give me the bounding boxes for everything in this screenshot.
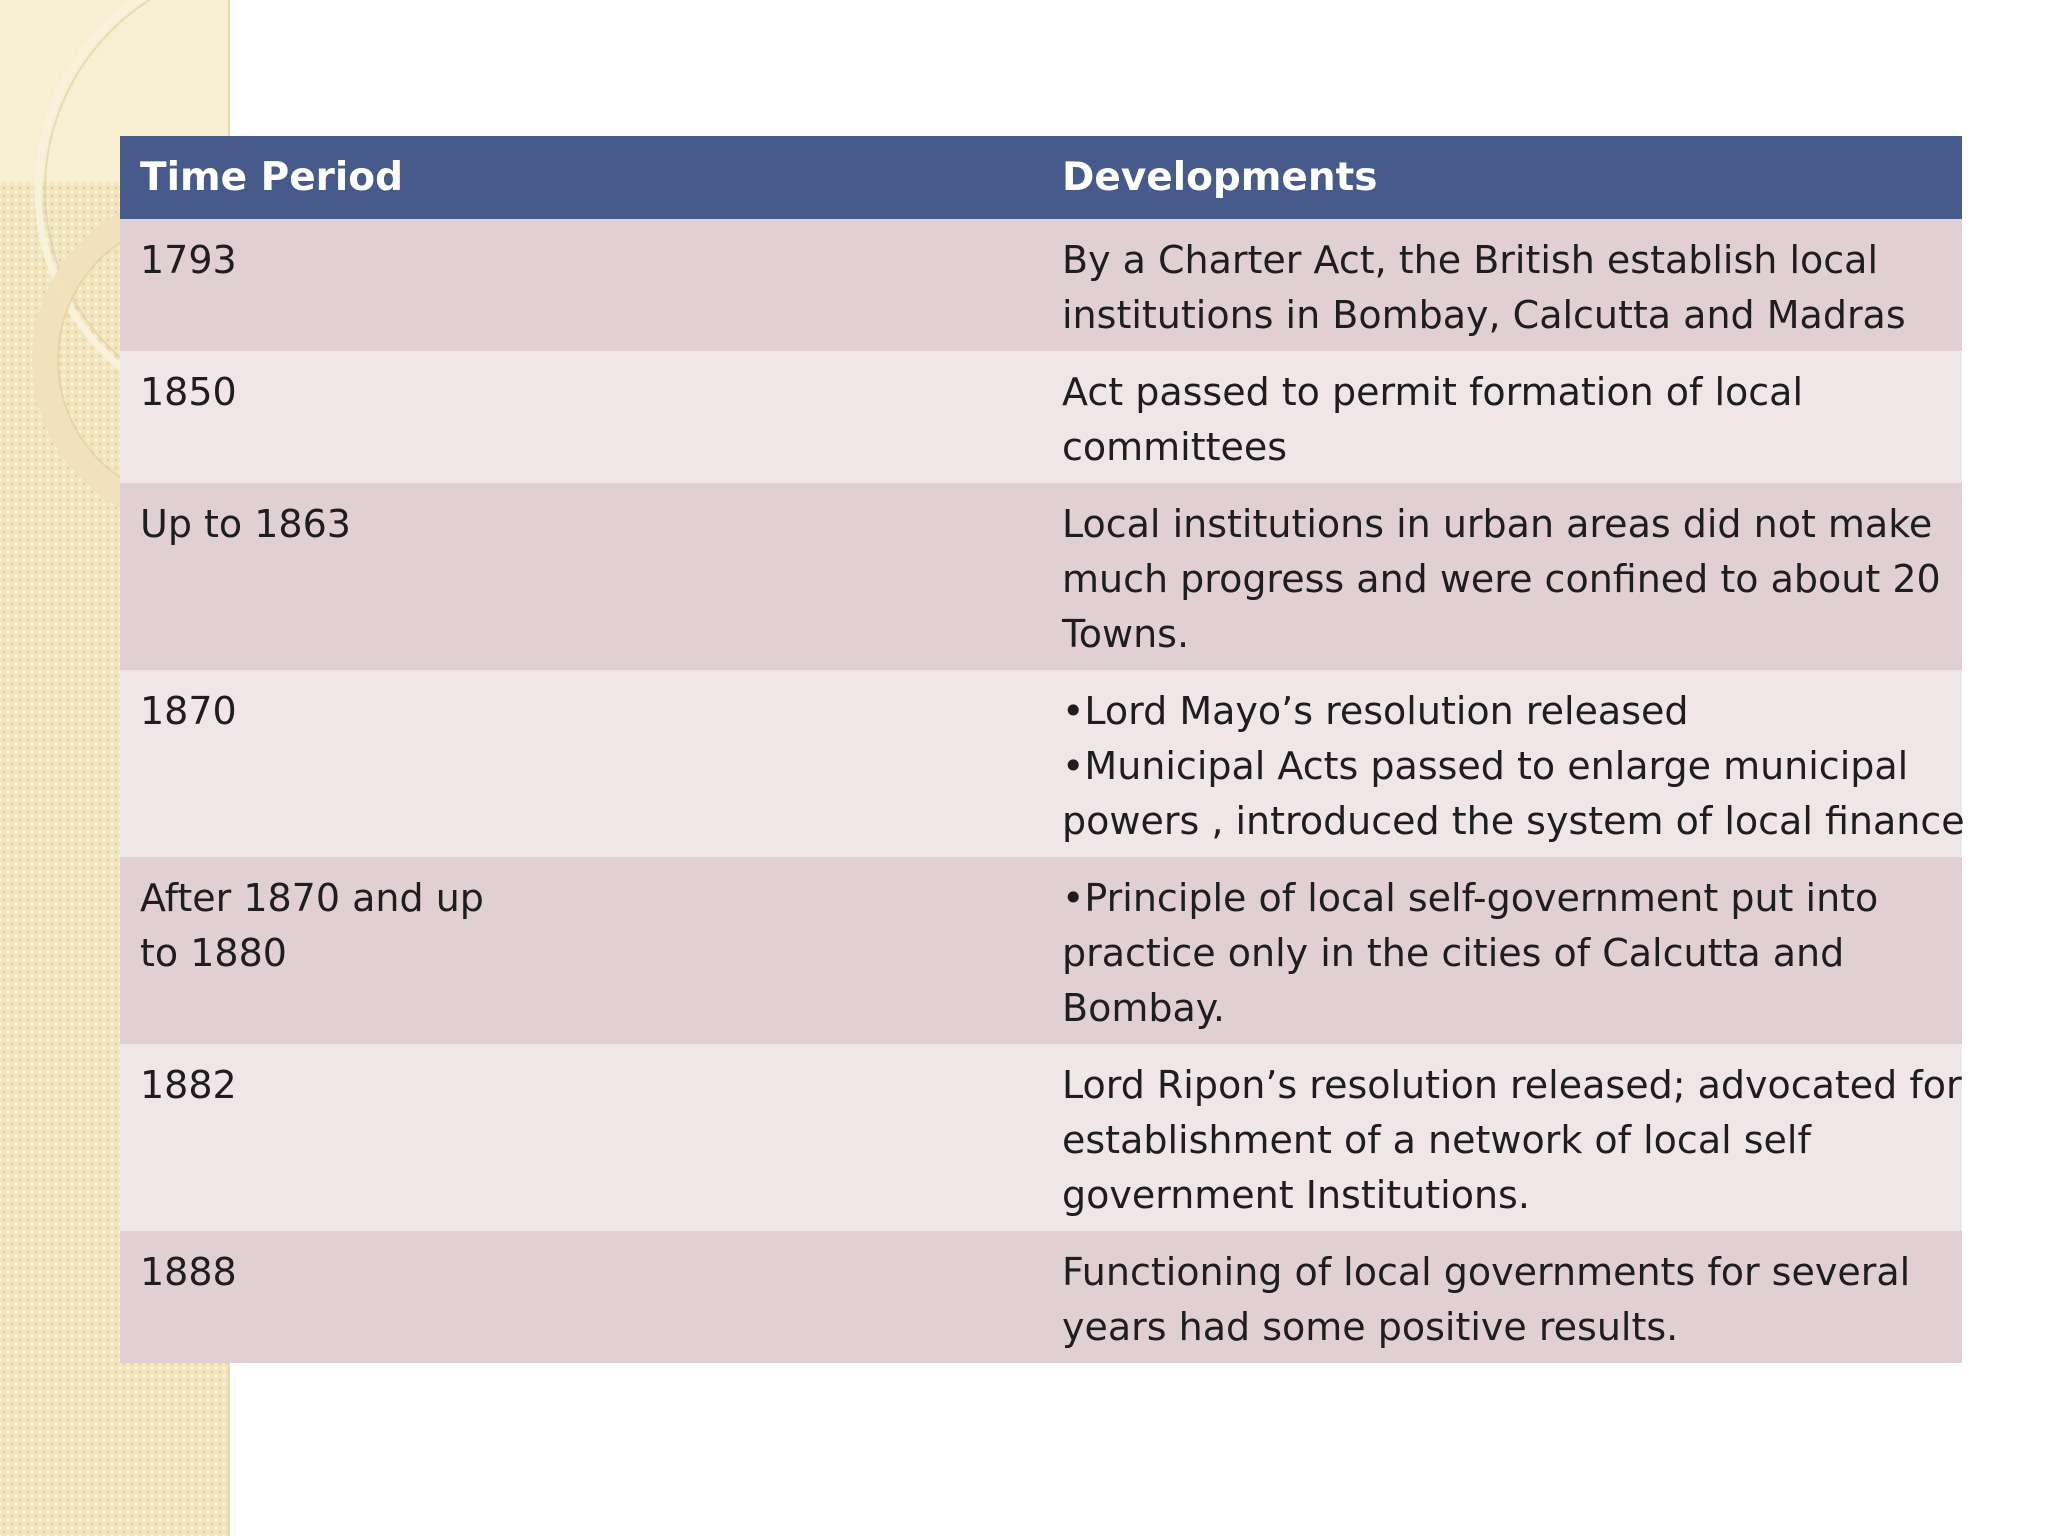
period-text: to 1880 [140,931,287,975]
period-cell [120,1231,1042,1363]
period-cell [120,1044,1042,1231]
period-cell [120,857,1042,1044]
table-row [120,219,1962,351]
development-cell [1042,219,1962,351]
header-developments: Developments [1042,136,1962,219]
period-text: After 1870 and up [140,876,484,920]
development-text: Functioning of local governments for several [1062,1250,1911,1294]
table-row [120,857,1962,1044]
table-row [120,351,1962,483]
development-cell [1042,1044,1962,1231]
development-cell [1042,351,1962,483]
period-text: 1850 [140,370,237,414]
table-row [120,670,1962,857]
development-text: •Municipal Acts passed to enlarge municipal [1062,744,1909,788]
period-cell [120,670,1042,857]
period-text: 1870 [140,689,237,733]
development-text: establishment of a network of local self [1062,1118,1811,1162]
development-text: Towns. [1062,612,1190,656]
table-row [120,483,1962,670]
development-text: •Principle of local self-government put into [1062,876,1879,920]
period-cell [120,219,1042,351]
development-cell [1042,670,1965,857]
development-text: Act passed to permit formation of local [1062,370,1804,414]
development-text: •Lord Mayo’s resolution released [1062,689,1689,733]
period-text: Up to 1863 [140,502,351,546]
table-row [120,1231,1962,1363]
development-text: By a Charter Act, the British establish local [1062,238,1878,282]
period-text: 1793 [140,238,237,282]
development-cell [1042,483,1962,670]
period-cell [120,351,1042,483]
development-text: Local institutions in urban areas did not make [1062,502,1933,546]
development-text: much progress and were confined to about 20 [1062,557,1941,601]
development-text: committees [1062,425,1288,469]
development-text: years had some positive results. [1062,1305,1679,1349]
development-text: institutions in Bombay, Calcutta and Madras [1062,293,1906,337]
development-cell [1042,1231,1962,1363]
header-time-period: Time Period [120,136,1042,219]
development-text: government Institutions. [1062,1173,1530,1217]
development-text: Bombay. [1062,986,1225,1030]
development-text: powers , introduced the system of local finance [1062,799,1965,843]
development-text: Lord Ripon’s resolution released; advocated for [1062,1063,1962,1107]
period-text: 1882 [140,1063,237,1107]
table-header-row [120,136,1962,219]
table-row [120,1044,1962,1231]
development-cell [1042,857,1962,1044]
history-table [120,136,1965,1363]
development-text: practice only in the cities of Calcutta and [1062,931,1845,975]
period-text: 1888 [140,1250,237,1294]
period-cell [120,483,1042,670]
